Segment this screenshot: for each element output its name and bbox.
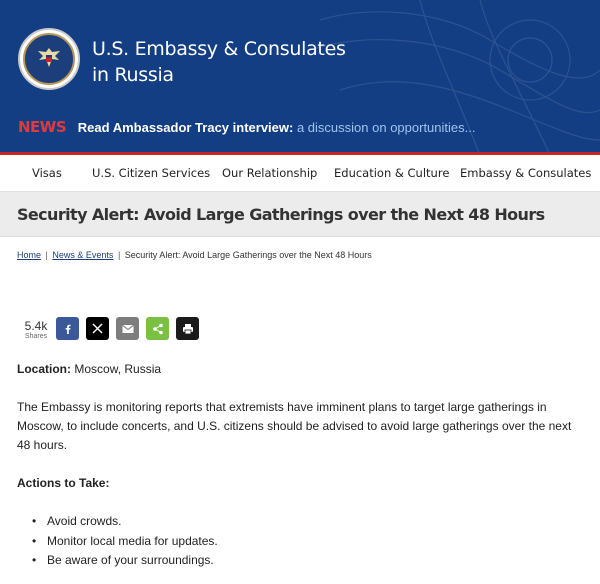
nav-item-us-citizen-services[interactable]: U.S. Citizen Services	[92, 166, 211, 180]
nav-item-our-relationship[interactable]: Our Relationship	[222, 166, 318, 180]
site-title[interactable]	[92, 36, 346, 88]
email-icon	[122, 324, 134, 334]
site-header	[0, 0, 600, 155]
breadcrumb-home-link[interactable]: Home	[17, 250, 42, 260]
list-item: • Be aware of your surroundings.	[32, 551, 577, 571]
location-label: Location:	[17, 362, 71, 376]
print-icon	[182, 323, 194, 335]
eagle-icon	[32, 42, 66, 76]
share-count-label: Shares	[24, 333, 48, 340]
breadcrumb-news-link[interactable]: News & Events	[52, 250, 114, 260]
location-line	[17, 360, 577, 379]
alert-paragraph: The Embassy is monitoring reports that extremists have imminent plans to target large gatherings in Moscow, to include concerts, and U.S. citizens should be advised to avoid large gatherings over the next 48 hours.	[17, 400, 572, 452]
facebook-icon	[62, 323, 74, 335]
share-count	[20, 320, 52, 340]
article-body	[17, 360, 577, 571]
actions-list	[17, 512, 577, 571]
site-title-line-2: in Russia	[92, 64, 174, 86]
list-item: • Monitor local media for updates.	[32, 532, 577, 552]
main-navigation	[0, 155, 600, 192]
share-email-button[interactable]	[116, 317, 139, 340]
news-label: NEWS	[18, 118, 67, 136]
share-x-button[interactable]	[86, 317, 109, 340]
news-link[interactable]: a discussion on opportunities...	[296, 120, 476, 135]
page-title-band	[0, 192, 600, 237]
page-title: Security Alert: Avoid Large Gatherings over the Next 48 Hours	[17, 205, 545, 224]
location-value: Moscow, Russia	[74, 362, 162, 376]
list-item: • Avoid crowds.	[32, 512, 577, 532]
share-generic-button[interactable]	[146, 317, 169, 340]
share-icon	[152, 323, 164, 335]
breadcrumb-separator: |	[45, 250, 48, 260]
embassy-seal-logo[interactable]	[18, 28, 80, 90]
nav-item-visas[interactable]: Visas	[32, 166, 62, 180]
breadcrumb-current: Security Alert: Avoid Large Gatherings over the Next 48 Hours	[124, 250, 372, 260]
actions-heading: Actions to Take:	[17, 476, 110, 490]
breadcrumb	[17, 250, 372, 260]
nav-item-education-culture[interactable]: Education & Culture	[334, 166, 450, 180]
news-headline[interactable]: Read Ambassador Tracy interview:	[77, 120, 294, 135]
share-facebook-button[interactable]	[56, 317, 79, 340]
news-ticker[interactable]	[18, 118, 475, 136]
nav-item-embassy-consulates[interactable]: Embassy & Consulates	[460, 166, 592, 180]
share-print-button[interactable]	[176, 317, 199, 340]
site-title-line-1: U.S. Embassy & Consulates	[92, 38, 346, 60]
breadcrumb-separator: |	[117, 250, 121, 260]
share-count-number: 5.4k	[24, 319, 48, 333]
x-icon	[92, 323, 103, 334]
